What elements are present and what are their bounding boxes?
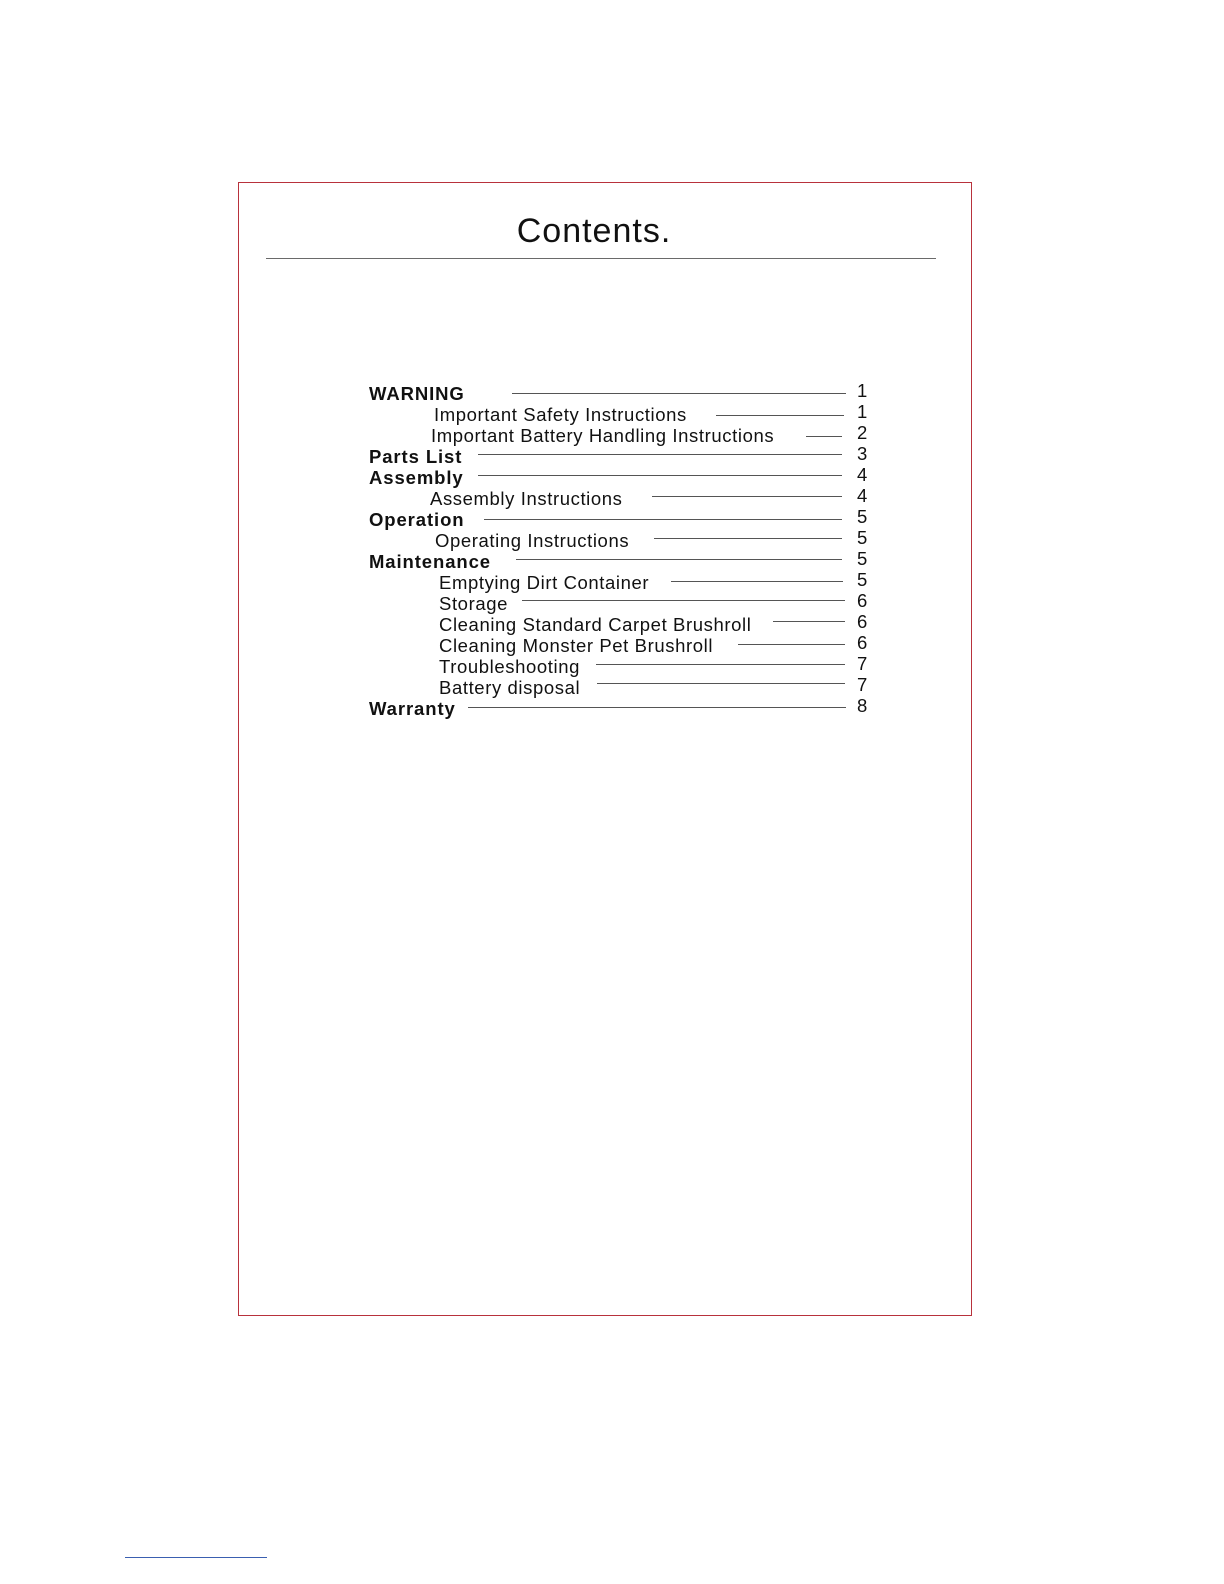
toc-leader-line	[596, 664, 845, 665]
toc-entry-label: Important Safety Instructions	[434, 404, 687, 425]
toc-entry-emptying-dirt-container[interactable]	[0, 569, 1224, 593]
toc-entry-label: Battery disposal	[439, 677, 581, 698]
toc-entry-cleaning-standard-carpet-brushroll[interactable]	[0, 611, 1224, 635]
toc-page-number: 8	[857, 695, 868, 716]
toc-entry-label: Maintenance	[369, 551, 491, 572]
footer-rule	[125, 1557, 267, 1558]
toc-page-number: 5	[857, 506, 868, 527]
toc-entry-maintenance[interactable]	[0, 548, 1224, 572]
toc-entry-assembly-instructions[interactable]	[0, 485, 1224, 509]
toc-leader-line	[652, 496, 842, 497]
toc-entry-label: Cleaning Standard Carpet Brushroll	[439, 614, 752, 635]
toc-page-number: 2	[857, 422, 868, 443]
toc-entry-troubleshooting[interactable]	[0, 653, 1224, 677]
toc-entry-storage[interactable]	[0, 590, 1224, 614]
toc-entry-label: Assembly Instructions	[430, 488, 623, 509]
toc-page-number: 1	[857, 380, 868, 401]
toc-entry-label: Operating Instructions	[435, 530, 630, 551]
toc-entry-assembly[interactable]	[0, 464, 1224, 488]
toc-entry-label: Emptying Dirt Container	[439, 572, 650, 593]
toc-page-number: 5	[857, 527, 868, 548]
toc-page-number: 6	[857, 611, 868, 632]
toc-leader-line	[468, 707, 846, 708]
toc-page-number: 4	[857, 464, 868, 485]
toc-page-number: 1	[857, 401, 868, 422]
toc-entry-label: Troubleshooting	[439, 656, 580, 677]
toc-leader-line	[512, 393, 846, 394]
toc-leader-line	[716, 415, 844, 416]
toc-entry-warranty[interactable]	[0, 695, 1224, 719]
toc-leader-line	[806, 436, 842, 437]
toc-leader-line	[597, 683, 845, 684]
toc-entry-battery-handling-instructions[interactable]	[0, 422, 1224, 446]
toc-leader-line	[773, 621, 845, 622]
toc-page-number: 5	[857, 569, 868, 590]
toc-entry-operating-instructions[interactable]	[0, 527, 1224, 551]
toc-entry-warning[interactable]	[0, 380, 1224, 404]
toc-leader-line	[484, 519, 842, 520]
toc-page-number: 5	[857, 548, 868, 569]
toc-entry-parts-list[interactable]	[0, 443, 1224, 467]
toc-leader-line	[478, 454, 842, 455]
toc-page-number: 6	[857, 632, 868, 653]
toc-page-number: 7	[857, 653, 868, 674]
toc-entry-label: Operation	[369, 509, 465, 530]
toc-entry-label: Warranty	[369, 698, 456, 719]
toc-page-number: 4	[857, 485, 868, 506]
toc-entry-label: Important Battery Handling Instructions	[431, 425, 775, 446]
toc-entry-battery-disposal[interactable]	[0, 674, 1224, 698]
page-title: Contents.	[516, 212, 672, 250]
toc-entry-label: Storage	[439, 593, 508, 614]
toc-leader-line	[478, 475, 842, 476]
toc-entry-label: Parts List	[369, 446, 463, 467]
toc-page-number: 7	[857, 674, 868, 695]
toc-leader-line	[654, 538, 842, 539]
toc-entry-label: Assembly	[369, 467, 464, 488]
toc-entry-cleaning-monster-pet-brushroll[interactable]	[0, 632, 1224, 656]
toc-leader-line	[516, 559, 842, 560]
toc-entry-label: WARNING	[369, 383, 465, 404]
toc-page-number: 6	[857, 590, 868, 611]
toc-entry-operation[interactable]	[0, 506, 1224, 530]
toc-entry-label: Cleaning Monster Pet Brushroll	[439, 635, 714, 656]
toc-leader-line	[671, 581, 843, 582]
toc-leader-line	[738, 644, 845, 645]
toc-page-number: 3	[857, 443, 868, 464]
toc-leader-line	[522, 600, 845, 601]
toc-entry-important-safety-instructions[interactable]	[0, 401, 1224, 425]
